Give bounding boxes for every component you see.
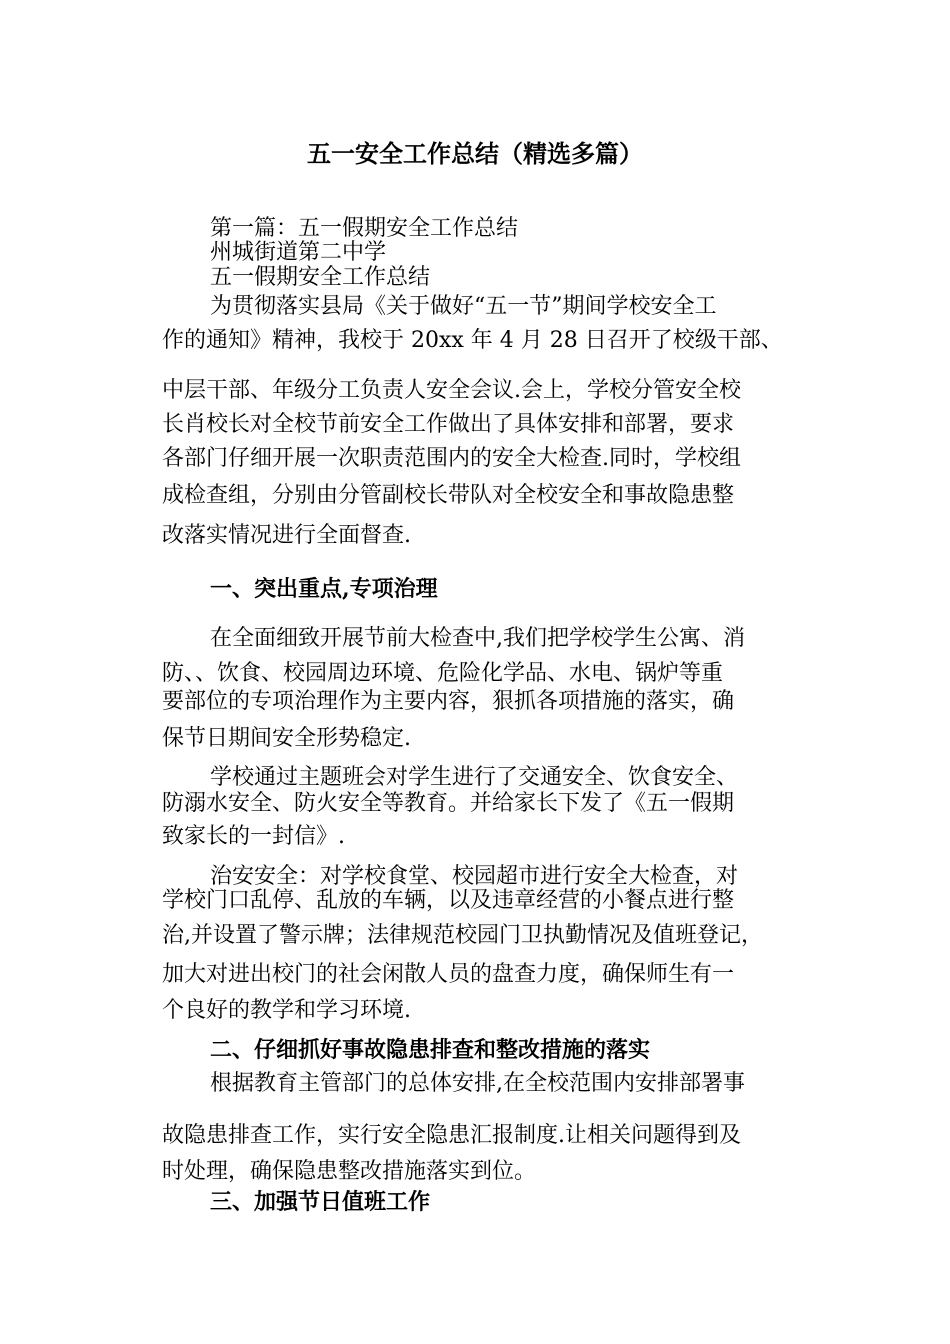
paragraph-line: 防、、饮食、校园周边环境、危险化学品、水电、锅炉等重 <box>162 661 724 686</box>
paragraph-line: 长肖校长对全校节前安全工作做出了具体安排和部署，要求 <box>162 412 735 437</box>
paragraph-line: 加大对进出校门的社会闲散人员的盘查力度，确保师生有一 <box>162 962 735 987</box>
paragraph-line: 保节日期间安全形势稳定. <box>162 726 411 751</box>
paragraph-line: 在全面细致开展节前大检查中,我们把学校学生公寓、消 <box>210 626 745 651</box>
document-title: 五一安全工作总结（精选多篇） <box>307 139 643 168</box>
paragraph-line: 治,并设置了警示牌；法律规范校园门卫执勤情况及值班登记， <box>162 923 763 948</box>
paragraph-line: 防溺水安全、防火安全等教育。并给家长下发了《五一假期 <box>162 791 735 816</box>
school-name: 州城街道第二中学 <box>210 240 387 265</box>
paragraph-line: 改落实情况进行全面督查. <box>162 523 411 548</box>
paragraph-line: 故隐患排查工作，实行安全隐患汇报制度.让相关问题得到及 <box>162 1123 741 1148</box>
paragraph-line: 作的通知》精神，我校于 20xx 年 4 月 28 日召开了校级干部、 <box>162 328 783 353</box>
subtitle: 五一假期安全工作总结 <box>210 265 431 290</box>
paragraph-line: 要部位的专项治理作为主要内容，狠抓各项措施的落实，确 <box>162 689 735 714</box>
paragraph-line: 学校通过主题班会对学生进行了交通安全、饮食安全、 <box>210 765 739 790</box>
paragraph-line: 各部门仔细开展一次职责范围内的安全大检查.同时，学校组 <box>162 446 741 471</box>
paragraph-line: 个良好的教学和学习环境. <box>162 998 411 1023</box>
section-heading-3: 三、加强节日值班工作 <box>210 1189 431 1215</box>
paragraph-line: 致家长的一封信》. <box>162 824 345 849</box>
paragraph-line: 成检查组，分别由分管副校长带队对全校安全和事故隐患整 <box>162 483 735 508</box>
paragraph-line: 学校门口乱停、乱放的车辆，以及违章经营的小餐点进行整 <box>162 888 735 913</box>
paragraph-line: 时处理，确保隐患整改措施落实到位。 <box>162 1159 537 1184</box>
paragraph-line: 根据教育主管部门的总体安排,在全校范围内安排部署事 <box>210 1071 745 1096</box>
paragraph-line: 治安安全：对学校食堂、校园超市进行安全大检查，对 <box>210 864 739 889</box>
paragraph-line: 为贯彻落实县局《关于做好“五一节”期间学校安全工 <box>210 294 717 319</box>
section-heading-2: 二、仔细抓好事故隐患排查和整改措施的落实 <box>210 1037 651 1063</box>
paragraph-line: 中层干部、年级分工负责人安全会议.会上，学校分管安全校 <box>162 378 741 403</box>
section-heading-1: 一、突出重点,专项治理 <box>210 576 438 602</box>
section-heading-part-one: 第一篇：五一假期安全工作总结 <box>210 216 519 241</box>
